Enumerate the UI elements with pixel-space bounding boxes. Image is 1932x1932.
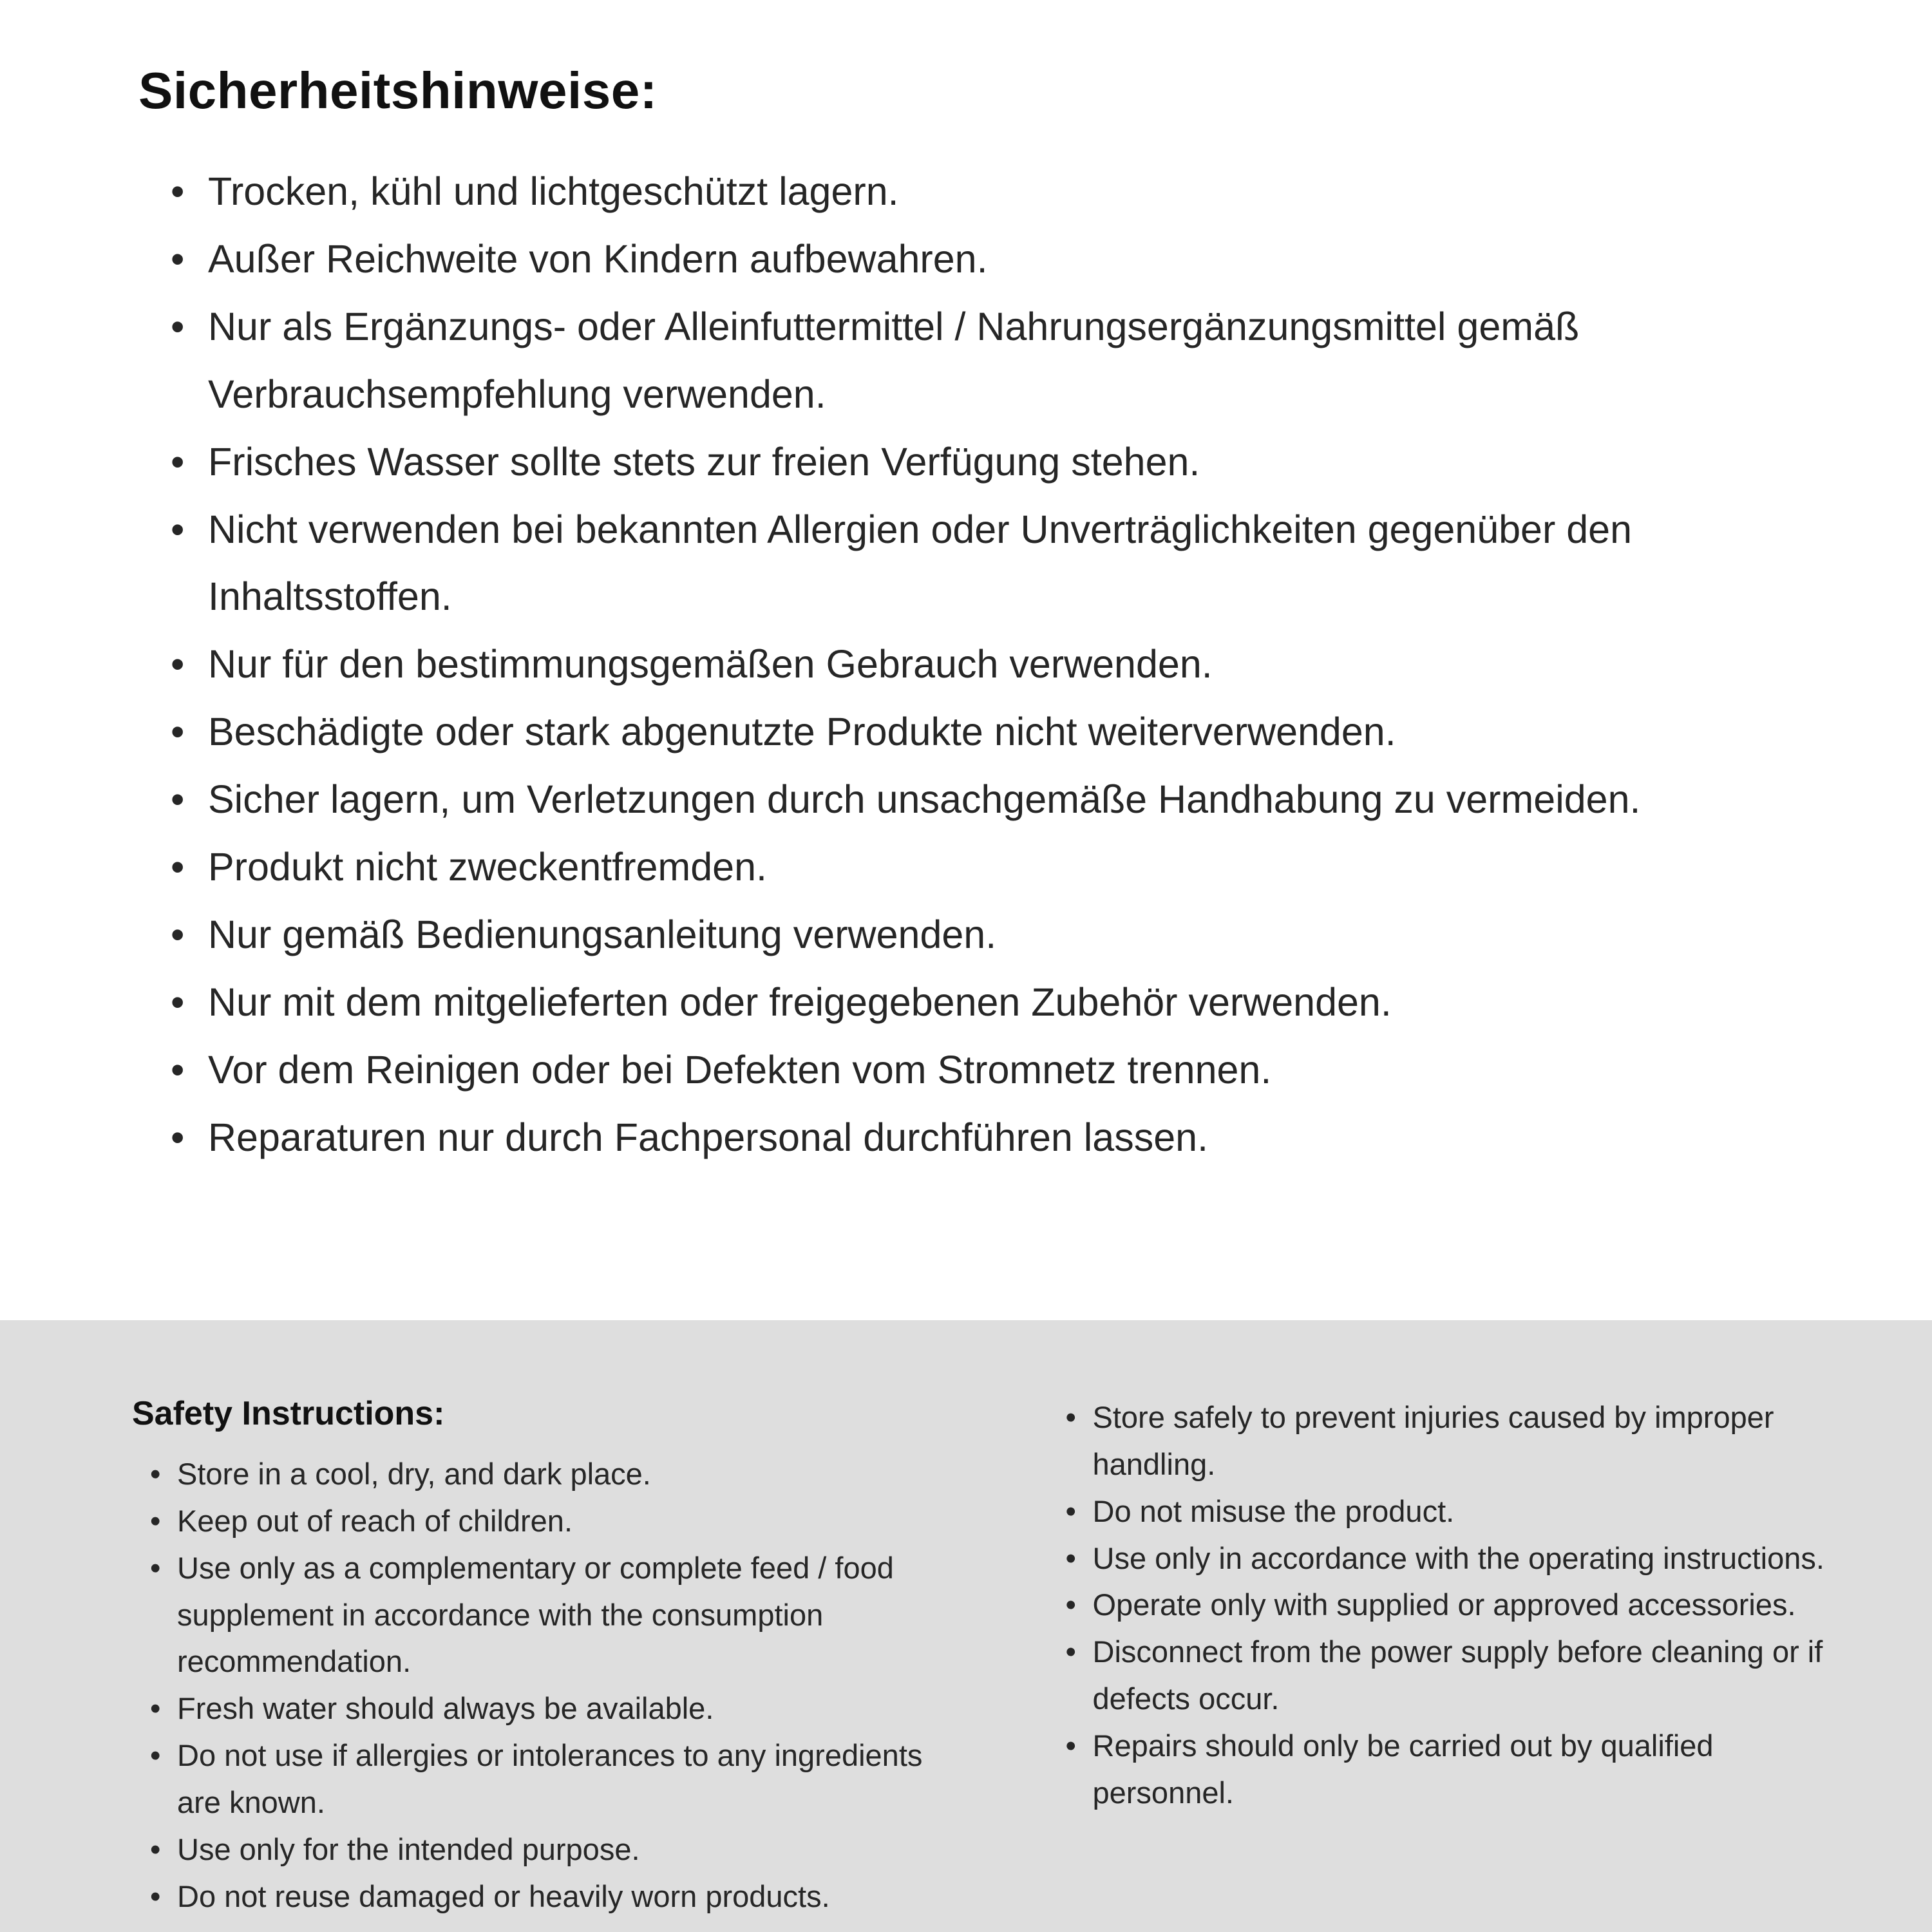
- bullet-marker: •: [1065, 1400, 1076, 1434]
- english-left-column: [132, 1394, 971, 1932]
- list-item-text: Außer Reichweite von Kindern aufbewahren.: [208, 236, 988, 281]
- english-section: [0, 1320, 1932, 1932]
- bullet-marker: •: [171, 507, 185, 551]
- list-item-text: Store safely to prevent injuries caused by improper handling.: [1092, 1400, 1774, 1481]
- list-item: [171, 225, 1829, 293]
- list-item: [150, 1826, 971, 1873]
- list-item: [171, 833, 1829, 901]
- list-item-text: Produkt nicht zweckentfremden.: [208, 845, 767, 889]
- list-item: [1066, 1582, 1842, 1629]
- list-item-text: Use only for the intended purpose.: [177, 1832, 640, 1866]
- list-item: [171, 630, 1829, 698]
- bullet-marker: •: [1065, 1493, 1076, 1528]
- list-item-text: Keep out of reach of children.: [177, 1503, 573, 1538]
- list-item-text: Do not use if allergies or intolerances to any ingredients are known.: [177, 1738, 923, 1819]
- bullet-marker: •: [1065, 1728, 1076, 1763]
- list-item-text: Nicht verwenden bei bekannten Allergien oder Unverträglichkeiten gegenüber den Inhaltsstoffen.: [208, 507, 1633, 619]
- list-item: [171, 293, 1829, 428]
- bullet-marker: •: [150, 1832, 161, 1866]
- list-item-text: Fresh water should always be available.: [177, 1691, 714, 1726]
- english-safety-list-right: [1048, 1394, 1842, 1817]
- list-item-text: Do not misuse the product.: [1092, 1493, 1455, 1528]
- list-item-text: Do not reuse damaged or heavily worn products.: [177, 1879, 830, 1913]
- list-item-text: Vor dem Reinigen oder bei Defekten vom Stromnetz trennen.: [208, 1047, 1272, 1092]
- list-item-text: Frisches Wasser sollte stets zur freien Verfügung stehen.: [208, 439, 1200, 484]
- list-item-text: Use only in accordance with the operating instructions.: [1092, 1540, 1824, 1575]
- bullet-marker: •: [150, 1691, 161, 1726]
- bullet-marker: •: [171, 439, 185, 484]
- list-item: [150, 1545, 971, 1686]
- bullet-marker: •: [171, 710, 185, 754]
- list-item-text: Disconnect from the power supply before cleaning or if defects occur.: [1092, 1634, 1823, 1716]
- bullet-marker: •: [171, 236, 185, 281]
- list-item-text: Operate only with supplied or approved accessories.: [1092, 1587, 1796, 1622]
- list-item-text: Nur mit dem mitgelieferten oder freigegebenen Zubehör verwenden.: [208, 980, 1392, 1024]
- list-item: [150, 1732, 971, 1826]
- list-item: [171, 496, 1829, 631]
- list-item: [171, 698, 1829, 766]
- list-item: [171, 158, 1829, 225]
- list-item-text: Beschädigte oder stark abgenutzte Produkte nicht weiterverwenden.: [208, 710, 1396, 754]
- bullet-marker: •: [171, 980, 185, 1024]
- list-item: [1066, 1488, 1842, 1535]
- english-section-title: Safety Instructions:: [132, 1395, 445, 1432]
- list-item-text: Store in a cool, dry, and dark place.: [177, 1457, 651, 1491]
- german-section-title: Sicherheitshinweise:: [138, 62, 658, 119]
- list-item-text: Use only as a complementary or complete feed / food supplement in accordance with the consumption recommendation.: [177, 1550, 894, 1679]
- list-item: [150, 1873, 971, 1920]
- list-item-text: Repairs should only be carried out by qualified personnel.: [1092, 1728, 1714, 1810]
- list-item-text: Sicher lagern, um Verletzungen durch unsachgemäße Handhabung zu vermeiden.: [208, 777, 1641, 822]
- bullet-marker: •: [171, 642, 185, 687]
- list-item: [171, 901, 1829, 969]
- list-item-text: Nur als Ergänzungs- oder Alleinfuttermittel / Nahrungsergänzungsmittel gemäß Verbrauchsempfehlung verwenden.: [208, 304, 1580, 416]
- bullet-marker: •: [171, 912, 185, 956]
- bullet-marker: •: [171, 845, 185, 889]
- english-right-column: [1048, 1394, 1842, 1932]
- bullet-marker: •: [171, 1047, 185, 1092]
- bullet-marker: •: [150, 1457, 161, 1491]
- bullet-marker: •: [1065, 1634, 1076, 1669]
- bullet-marker: •: [150, 1879, 161, 1913]
- list-item: [171, 428, 1829, 496]
- list-item-text: Trocken, kühl und lichtgeschützt lagern.: [208, 169, 899, 213]
- german-safety-list: [138, 158, 1829, 1171]
- list-item: [171, 969, 1829, 1036]
- list-item: [1066, 1629, 1842, 1723]
- list-item: [1066, 1723, 1842, 1817]
- list-item: [171, 1104, 1829, 1171]
- list-item: [1066, 1394, 1842, 1488]
- bullet-marker: •: [150, 1550, 161, 1585]
- bullet-marker: •: [171, 777, 185, 822]
- bullet-marker: •: [171, 304, 185, 348]
- bullet-marker: •: [150, 1503, 161, 1538]
- bullet-marker: •: [1065, 1587, 1076, 1622]
- list-item: [171, 1036, 1829, 1104]
- list-item: [150, 1498, 971, 1545]
- bullet-marker: •: [171, 169, 185, 213]
- bullet-marker: •: [171, 1115, 185, 1159]
- english-safety-list-left: [132, 1451, 971, 1920]
- list-item: [150, 1451, 971, 1498]
- list-item-text: Reparaturen nur durch Fachpersonal durchführen lassen.: [208, 1115, 1209, 1159]
- bullet-marker: •: [1065, 1540, 1076, 1575]
- bullet-marker: •: [150, 1738, 161, 1773]
- list-item: [171, 766, 1829, 833]
- list-item-text: Nur für den bestimmungsgemäßen Gebrauch verwenden.: [208, 642, 1213, 687]
- list-item-text: Nur gemäß Bedienungsanleitung verwenden.: [208, 912, 997, 956]
- list-item: [1066, 1535, 1842, 1582]
- list-item: [150, 1685, 971, 1732]
